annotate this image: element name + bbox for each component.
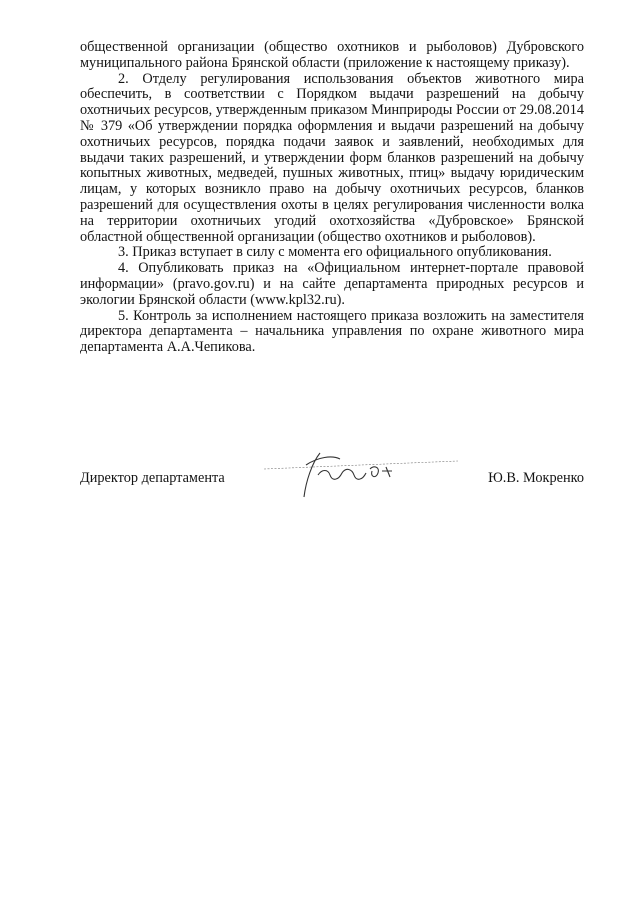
document-body [80, 40, 584, 356]
signature-row [80, 471, 584, 491]
paragraph-item-3: 3. Приказ вступает в силу с момента его официального опубликования. [118, 244, 552, 261]
paragraph-continuation: общественной организации (общество охотников и рыболовов) Дубровского муниципального района Брянской области (приложение к настоящему приказу). [80, 39, 584, 71]
paragraph-item-2: 2. Отделу регулирования использования объектов животного мира обеспечить, в соответствии с Порядком выдачи разрешений на добычу охотничьих ресурсов, утвержденным приказом Минприроды России от 29.08.2014 № 379 «Об утверждении порядка оформления и выдачи разрешений на добычу охотничьих ресурсов, порядка подачи заявок и заявлений, необходимых для выдачи таких разрешений, и утверждении форм бланков разрешений на добычу копытных животных, медведей, пушных животных, птиц» выдачу юридическим лицам, у которых возникло право на добычу охотничьих ресурсов, бланков разрешений для осуществления охоты в целях регулирования численности волка на территории охотничьих угодий охотхозяйства «Дубровское» Брянской областной общественной организации (общество охотников и рыболовов). [80, 70, 584, 245]
signatory-title: Директор департамента [80, 470, 225, 486]
paragraph-item-4: 4. Опубликовать приказ на «Официальном интернет-портале правовой информации» (pravo.gov.ru) и на сайте департамента природных ресурсов и экологии Брянской области (www.kpl32.ru). [80, 260, 584, 308]
paragraph-item-5: 5. Контроль за исполнением настоящего приказа возложить на заместителя директора департамента – начальника управления по охране животного мира департамента А.А.Чепикова. [80, 307, 584, 356]
signatory-name: Ю.В. Мокренко [488, 470, 584, 486]
